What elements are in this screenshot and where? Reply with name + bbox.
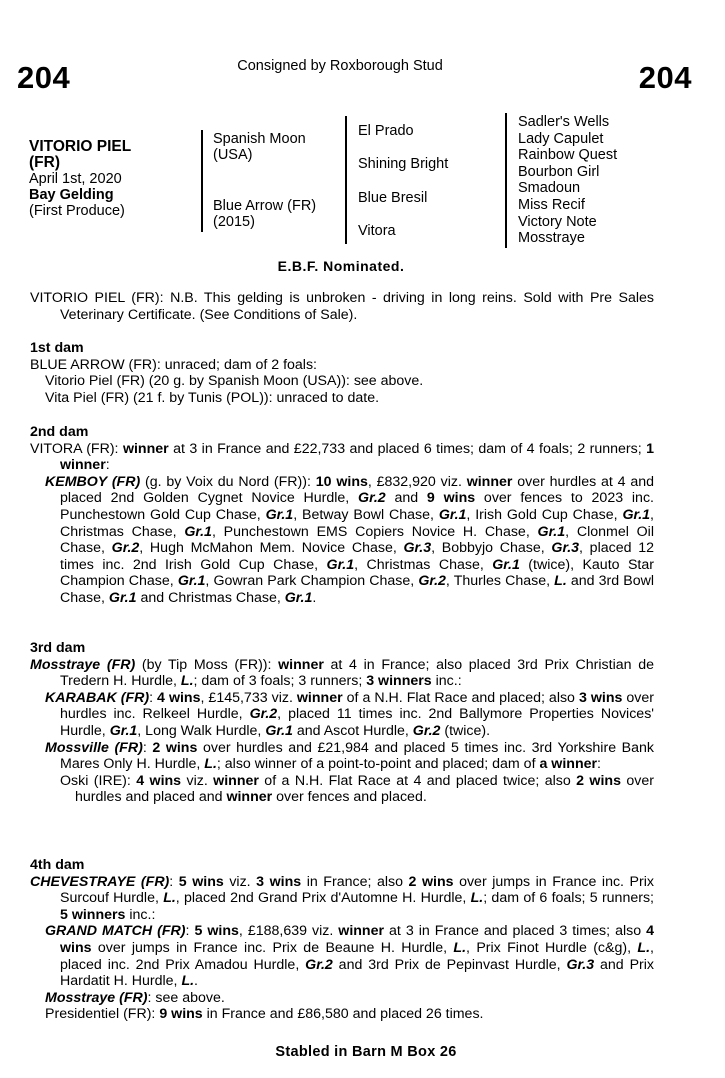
kemboy-entry: KEMBOY (FR) (g. by Voix du Nord (FR)): 10 wins, £832,920 viz. winner over hurdles at 4 and placed 2nd Golden Cygnet Novice Hurdle, Gr.2 and 9 wins over fences to 2023 inc. Punchestown Gold Cup Chase, Gr.1, Betway Bowl Chase, Gr.1, Irish Gold Cup Chase, Gr.1, Christmas Chase, Gr.1, Punchestown EMS Copiers Novice H. Chase, Gr.1, Clonmel Oil Chase, Gr.2, Hugh McMahon Mem. Novice Chase, Gr.3, Bobbyjo Chase, Gr.3, placed 12 times inc. 2nd Irish Gold Cup Chase, Gr.1, Christmas Chase, Gr.1 (twice), Kauto Star Champion Chase, Gr.1, Gowran Park Champion Chase, Gr.2, Thurles Chase, L. and 3rd Bowl Chase, Gr.1 and Christmas Chase, Gr.1.: [45, 473, 654, 606]
dam-name: Blue Arrow (FR): [213, 198, 317, 214]
oski-entry: Oski (IRE): 4 wins viz. winner of a N.H. Flat Race at 4 and placed twice; also 2 wins over hurdles and placed and winner over fences and placed.: [60, 772, 654, 806]
first-dam-line: BLUE ARROW (FR): unraced; dam of 2 foals:: [30, 356, 317, 373]
pedigree-bracket: [505, 113, 507, 248]
karabak-entry: KARABAK (FR): 4 wins, £145,733 viz. winner of a N.H. Flat Race and placed; also 3 wins over hurdles inc. Relkeel Hurdle, Gr.2, placed 11 times inc. 2nd Ballymore Properties Novices' Hurdle, Gr.1, Long Walk Hurdle, Gr.1 and Ascot Hurdle, Gr.2 (twice).: [45, 689, 655, 739]
lot-number-left: 204: [17, 60, 71, 95]
dam-year: (2015): [213, 214, 255, 230]
sire: Spanish Moon (USA): [213, 131, 306, 163]
presidentiel-entry: Presidentiel (FR): 9 wins in France and £86,580 and placed 26 times.: [45, 1006, 484, 1023]
ancestor: Sadler's Wells: [518, 114, 610, 130]
second-dam-section: [30, 424, 654, 607]
horse-details: [29, 139, 131, 219]
dam-sire: Blue Bresil: [358, 190, 428, 206]
third-dam-heading: 3rd dam: [30, 640, 86, 656]
intro-text: VITORIO PIEL (FR): N.B. This gelding is unbroken - driving in long reins. Sold with Pre Sales Veterinary Certificate. (See Conditions of Sale).: [30, 290, 654, 323]
pedigree-bracket: [201, 130, 203, 232]
fourth-dam-section: [30, 857, 654, 1023]
horse-name: VITORIO PIEL: [29, 138, 132, 155]
ancestor: Mosstraye: [518, 230, 585, 247]
ancestor: Smadoun: [518, 180, 581, 197]
ancestor: Miss Recif: [518, 196, 585, 213]
lot-number-right: 204: [638, 60, 692, 95]
fourth-generation: [518, 114, 617, 247]
sire-sire: El Prado: [358, 123, 414, 139]
third-dam-line: Mosstraye (FR) (by Tip Moss (FR)): winner at 4 in France; also placed 3rd Prix Christian de Tredern H. Hurdle, L.; dam of 3 foals; 3 runners; 3 winners inc.:: [30, 656, 654, 690]
horse-suffix: (FR): [29, 154, 60, 171]
ancestor: Bourbon Girl: [518, 163, 600, 180]
pedigree-bracket: [345, 116, 347, 244]
sire-dam: Shining Bright: [358, 156, 449, 172]
nominated-note: E.B.F. Nominated.: [277, 258, 405, 274]
foaling-date: April 1st, 2020: [29, 171, 122, 187]
second-dam-heading: 2nd dam: [30, 424, 89, 440]
consignor: Consigned by Roxborough Stud: [237, 58, 443, 74]
produce-note: (First Produce): [29, 203, 125, 219]
stabling-info: Stabled in Barn M Box 26: [275, 1044, 457, 1060]
intro: [30, 290, 654, 323]
fourth-dam-heading: 4th dam: [30, 857, 85, 873]
pedigree-table: [0, 113, 725, 253]
sex-colour: Bay Gelding: [29, 187, 114, 203]
first-dam-heading: 1st dam: [30, 340, 84, 356]
grand-match-entry: GRAND MATCH (FR): 5 wins, £188,639 viz. winner at 3 in France and placed 3 times; also 4 wins over jumps in France inc. Prix de Beaune H. Hurdle, L., Prix Finot Hurdle (c&g), L., placed inc. 2nd Prix Amadou Hurdle, Gr.2 and 3rd Prix de Pepinvast Hurdle, Gr.3 and Prix Hardatit H. Hurdle, L..: [45, 923, 655, 990]
ancestor: Rainbow Quest: [518, 147, 618, 164]
dam: [213, 198, 316, 230]
foal-entry: Vita Piel (FR) (21 f. by Tunis (POL)): unraced to date.: [45, 389, 380, 406]
third-dam-section: [30, 640, 654, 806]
fourth-dam-line: CHEVESTRAYE (FR): 5 wins viz. 3 wins in France; also 2 wins over jumps in France inc. Prix Surcouf Hurdle, L., placed 2nd Grand Prix d'Automne H. Hurdle, L.; dam of 6 foals; 5 runners; 5 winners inc.:: [30, 873, 654, 923]
foal-entry: Vitorio Piel (FR) (20 g. by Spanish Moon (USA)): see above.: [45, 373, 424, 390]
ancestor: Lady Capulet: [518, 130, 604, 147]
first-dam-section: [30, 340, 654, 406]
dam-dam: Vitora: [358, 223, 396, 239]
second-dam-line: VITORA (FR): winner at 3 in France and £22,733 and placed 6 times; dam of 4 foals; 2 runners; 1 winner:: [30, 440, 655, 474]
mosstraye-entry: Mosstraye (FR): see above.: [45, 989, 225, 1006]
mossville-entry: Mossville (FR): 2 wins over hurdles and £21,984 and placed 5 times inc. 3rd Yorkshire Bank Mares Only H. Hurdle, L.; also winner of a point-to-point and placed; dam of a winner:: [45, 739, 654, 773]
ancestor: Victory Note: [518, 213, 597, 230]
